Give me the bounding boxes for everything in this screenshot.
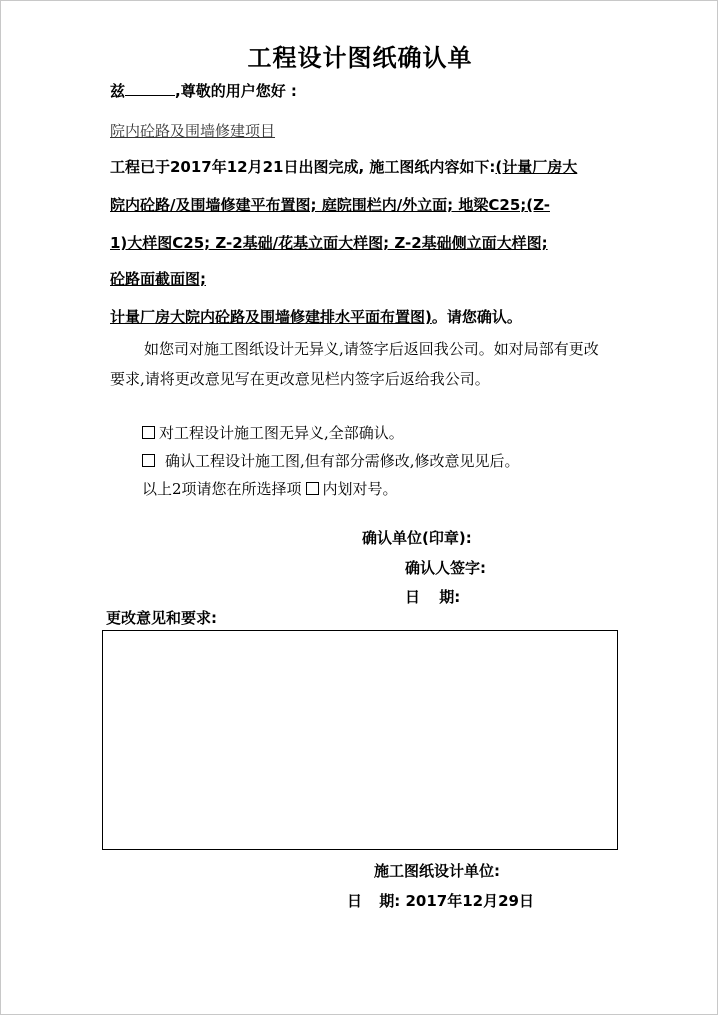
- confirm-person: 确认人签字:: [405, 559, 486, 577]
- option-2: [142, 450, 520, 471]
- option-instruction: [142, 478, 398, 499]
- design-unit: 施工图纸设计单位:: [374, 862, 500, 880]
- changes-label: 更改意见和要求:: [106, 609, 217, 627]
- option-1-text: 对工程设计施工图无异义,全部确认。: [159, 424, 404, 442]
- intro-line-5: [110, 306, 522, 327]
- body-paragraph: 如您司对施工图纸设计无异义,请签字后返回我公司。如对局部有更改要求,请将更改意见写在更改意见栏内签字后返给我公司。: [110, 340, 599, 388]
- intro-line-1-underlined: (计量厂房大: [495, 158, 578, 176]
- confirm-date: 日 期:: [405, 588, 461, 606]
- intro-line-1-text: 工程已于2017年12月21日出图完成, 施工图纸内容如下:: [110, 158, 496, 176]
- checkbox-icon: [142, 426, 155, 439]
- instruction-post: 内划对号。: [322, 480, 398, 498]
- footer-date-label: 日 期:: [347, 892, 401, 910]
- option-2-text: 确认工程设计施工图,但有部分需修改,修改意见见后。: [165, 452, 520, 470]
- intro-line-5-underlined: 计量厂房大院内砼路及围墙修建排水平面布置图): [110, 308, 432, 326]
- greeting-prefix: 兹: [110, 82, 126, 100]
- document-title: 工程设计图纸确认单: [247, 44, 473, 72]
- instruction-pre: 以上2项请您在所选择项: [142, 480, 302, 498]
- greeting-suffix: ,尊敬的用户您好 :: [175, 82, 297, 100]
- option-1: [142, 422, 404, 443]
- intro-line-3: 1)大样图C25; Z-2基础/花基立面大样图; Z-2基础侧立面大样图;: [110, 234, 548, 252]
- footer-date: [347, 890, 534, 911]
- confirm-unit: 确认单位(印章):: [362, 529, 472, 547]
- intro-line-1: [110, 156, 577, 177]
- project-name: 院内砼路及围墙修建项目: [110, 122, 276, 140]
- intro-line-4: 砼路面截面图;: [110, 270, 206, 288]
- intro-line-5-text: 。请您确认。: [431, 308, 522, 326]
- intro-line-2: 院内砼路/及围墙修建平布置图; 庭院围栏内/外立面; 地梁C25;(Z-: [110, 196, 550, 214]
- changes-box[interactable]: [102, 630, 618, 850]
- greeting-line: [110, 80, 297, 101]
- footer-date-value: 2017年12月29日: [405, 892, 534, 910]
- recipient-blank: [125, 81, 175, 96]
- checkbox-icon: [306, 482, 319, 495]
- checkbox-icon: [142, 454, 155, 467]
